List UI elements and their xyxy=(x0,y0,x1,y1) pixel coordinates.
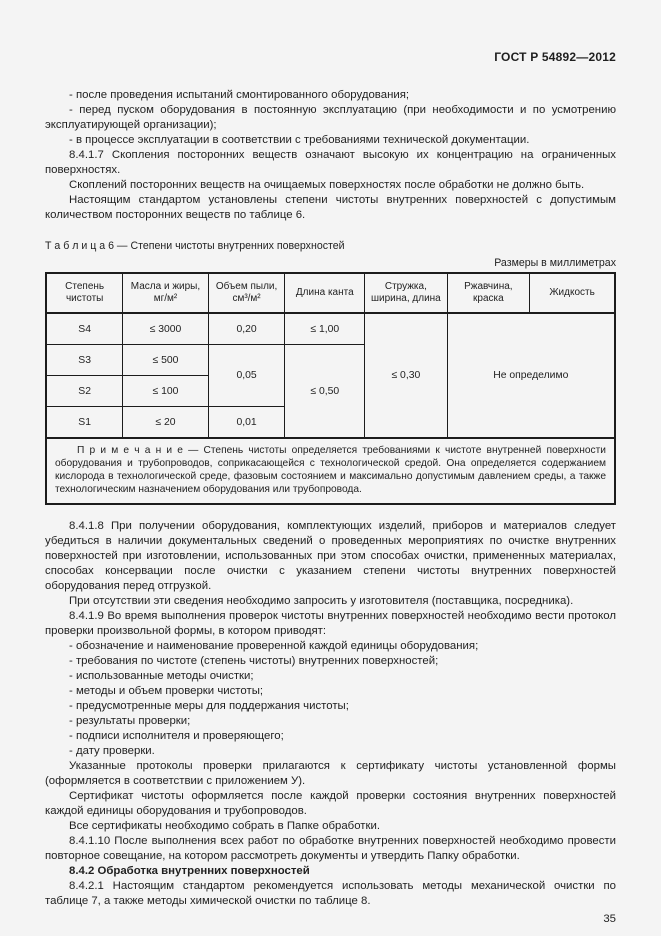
doc-number-header: ГОСТ Р 54892—2012 xyxy=(494,50,616,64)
cell-dust-s3-s2: 0,05 xyxy=(208,345,285,407)
col-header-rust: Ржавчина, краска xyxy=(447,273,530,313)
col-header-chips: Стружка, ширина, длина xyxy=(365,273,448,313)
cell-oils-s4: ≤ 3000 xyxy=(123,313,208,345)
cell-dust-s4: 0,20 xyxy=(208,313,285,345)
cell-edge-s4: ≤ 1,00 xyxy=(285,313,365,345)
col-header-edge: Длина канта xyxy=(285,273,365,313)
table-row xyxy=(46,313,615,345)
section-heading: 8.4.2 Обработка внутренних поверхностей xyxy=(69,865,310,877)
paragraph: 8.4.1.9 Во время выполнения проверок чистоты внутренних поверхностей необходимо вести протокол проверки произвольной формы, в котором приводят: xyxy=(45,610,616,637)
table-header-row xyxy=(46,273,615,313)
col-header-grade: Степень чистоты xyxy=(46,273,123,313)
col-header-liquid: Жидкость xyxy=(530,273,615,313)
list-item: - подписи исполнителя и проверяющего; xyxy=(69,730,284,742)
list-item: - методы и объем проверки чистоты; xyxy=(69,685,264,697)
table-note-row xyxy=(46,438,615,504)
list-item: - в процессе эксплуатации в соответствии с требованиями технической документации. xyxy=(69,134,530,146)
paragraph: Все сертификаты необходимо собрать в Папке обработки. xyxy=(69,820,381,832)
cell-grade-s4: S4 xyxy=(46,313,123,345)
cell-edge-s3-s1: ≤ 0,50 xyxy=(285,345,365,439)
table-units-note: Размеры в миллиметрах xyxy=(494,257,616,269)
table-note-text: П р и м е ч а н и е — Степень чистоты определяется требованиями к чистоте внутренней поверхности оборудования и трубопроводов, соприкасающейся с технологической средой. Она определяется содержанием кислорода в технологической среде, фазовым состоянием и максимально допустимым давлением среды, а также технологическим назначением оборудования или трубопровода. xyxy=(55,445,606,495)
paragraph: 8.4.2.1 Настоящим стандартом рекомендуется использовать методы механической очистки по таблице 7, а также методы химической очистки по таблице 8. xyxy=(45,880,616,907)
list-item: - дату проверки. xyxy=(69,745,155,757)
list-item: - требования по чистоте (степень чистоты) внутренних поверхностей; xyxy=(69,655,439,667)
cell-grade-s3: S3 xyxy=(46,345,123,376)
paragraph: 8.4.1.10 После выполнения всех работ по обработке внутренних поверхностей необходимо провести повторное совещание, на котором рассмотреть документы и утвердить Папку обработки. xyxy=(45,835,616,862)
page-number: 35 xyxy=(603,913,616,925)
cell-grade-s1: S1 xyxy=(46,407,123,439)
cell-oils-s1: ≤ 20 xyxy=(123,407,208,439)
table-degrees-of-cleanliness xyxy=(45,272,616,505)
table-note-cell xyxy=(46,438,615,504)
cell-oils-s2: ≤ 100 xyxy=(123,376,208,407)
list-item: - предусмотренные меры для поддержания чистоты; xyxy=(69,700,349,712)
list-item: - после проведения испытаний смонтированного оборудования; xyxy=(69,89,410,101)
paragraph: Сертификат чистоты оформляется после каждой проверки состояния внутренних поверхностей каждой единицы оборудования и трубопроводов. xyxy=(45,790,616,817)
list-item: - использованные методы очистки; xyxy=(69,670,254,682)
cell-dust-s1: 0,01 xyxy=(208,407,285,439)
cell-oils-s3: ≤ 500 xyxy=(123,345,208,376)
cell-grade-s2: S2 xyxy=(46,376,123,407)
cell-chips-merged: ≤ 0,30 xyxy=(365,313,448,438)
paragraph: Указанные протоколы проверки прилагаются к сертификату чистоты установленной формы (оформляется в соответствии с приложением У). xyxy=(45,760,616,787)
paragraph: 8.4.1.8 При получении оборудования, комплектующих изделий, приборов и материалов следует убедиться в наличии документальных сведений о проведенных мероприятиях по очистке внутренних поверхностей при изготовлении, использованных при этом способах очистки, примененных материалах, способах консервации после очистки с указанием степени чистоты внутренних поверхностей оборудования перед отгрузкой. xyxy=(45,520,616,592)
cell-rust-liquid-merged: Не определимо xyxy=(447,313,615,438)
paragraph: Настоящим стандартом установлены степени чистоты внутренних поверхностей с допустимым количеством посторонних веществ по таблице 6. xyxy=(45,194,616,221)
table-caption: Т а б л и ц а 6 — Степени чистоты внутренних поверхностей xyxy=(45,240,345,252)
paragraph: При отсутствии эти сведения необходимо запросить у изготовителя (поставщика, посредника). xyxy=(69,595,574,607)
list-item: - обозначение и наименование проверенной каждой единицы оборудования; xyxy=(69,640,479,652)
list-item: - результаты проверки; xyxy=(69,715,191,727)
col-header-dust: Объем пыли, см³/м² xyxy=(208,273,285,313)
paragraph: Скоплений посторонних веществ на очищаемых поверхностях после обработки не должно быть. xyxy=(69,179,585,191)
col-header-oils: Масла и жиры, мг/м² xyxy=(123,273,208,313)
list-item: - перед пуском оборудования в постоянную эксплуатацию (при необходимости и по усмотрению эксплуатирующей организации); xyxy=(45,104,616,131)
paragraph: 8.4.1.7 Скопления посторонних веществ означают высокую их концентрацию на ограниченных поверхностях. xyxy=(45,149,616,176)
